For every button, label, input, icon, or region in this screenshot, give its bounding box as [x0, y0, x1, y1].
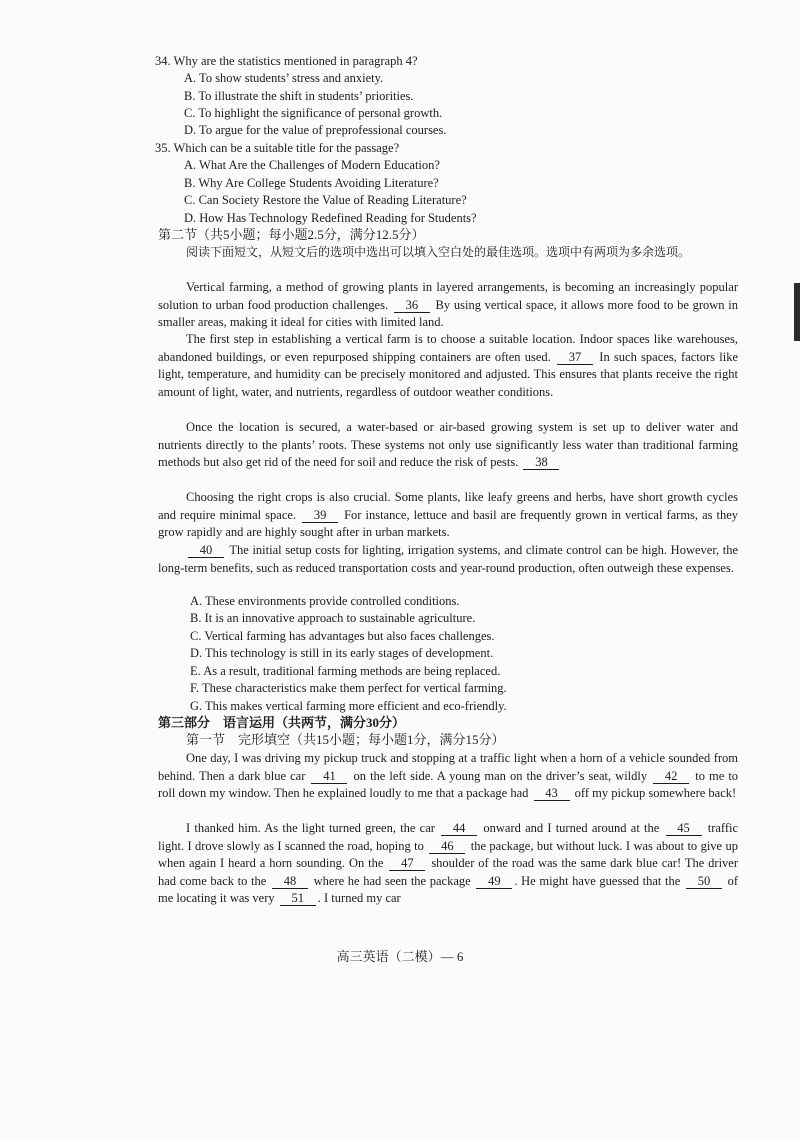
cloze-text-7: traffic light. I drove slowly as I scanned the road, hoping to [158, 821, 739, 853]
question-35-stem: 35. Which can be a suitable title for the passage? [155, 141, 400, 155]
question-35-option-d: D. How Has Technology Redefined Reading for Students? [184, 211, 477, 225]
paragraph-1-text-b: By using vertical space, it allows more food to be grown in smaller areas, making it ideal for cities with limited land. [158, 297, 738, 330]
page-footer: 高三英语（二模）— 6 [336, 949, 464, 964]
part-3-sub-heading: 第一节 完形填空（共15小题；每小题1分，满分15分） [186, 732, 505, 747]
blank-43: 43 [534, 786, 570, 801]
choice-option-b: B. It is an innovative approach to sustainable agriculture. [190, 611, 476, 625]
blank-36: 36 [394, 298, 430, 313]
choice-option-g: G. This makes vertical farming more efficient and eco-friendly. [190, 699, 507, 713]
section-2-heading: 第二节（共5小题；每小题2.5分，满分12.5分） [158, 227, 425, 242]
paragraph-5-text-a: The initial setup costs for lighting, irrigation systems, and climate control can be high. However, the long-term benefits, such as reduced transportation costs and year-round production, often outweigh these expenses. [158, 543, 738, 575]
paragraph-3-text-a: Once the location is secured, a water-based or air-based growing system is set up to deliver water and nutrients directly to the plants’ roots. These systems not only use significantly less water than traditional farming methods but also get rid of the need for soil and reduce the risk of pests. [158, 420, 738, 470]
blank-51: 51 [280, 891, 316, 906]
paragraph-1-text-a: Vertical farming, a method of growing plants in layered arrangements, is becoming an increasingly popular solution to urban food production challenges. [158, 280, 738, 312]
choice-option-a: A. These environments provide controlled conditions. [190, 594, 460, 608]
cloze-text-12: of me locating it was very [158, 873, 739, 906]
blank-46: 46 [429, 839, 465, 854]
section-2-instruction: 阅读下面短文，从短文后的选项中选出可以填入空白处的最佳选项。选项中有两项为多余选项。 [186, 245, 691, 259]
cloze-text-9: shoulder of the road was the same dark blue car! The driver had come back to the [158, 856, 739, 888]
cloze-text-3: to me to roll down my window. Then he explained loudly to me that a package had [158, 768, 739, 801]
question-35-option-c: C. Can Society Restore the Value of Reading Literature? [184, 193, 467, 207]
cloze-text-6: onward and I turned around at the [483, 821, 660, 835]
cloze-text-1: One day, I was driving my pickup truck and stopping at a traffic light when a horn of a vehicle sounded from behind. Then a dark blue car [158, 751, 738, 783]
cloze-text-2: on the left side. A young man on the driver’s seat, wildly [353, 768, 648, 783]
part-3-heading: 第三部分 语言运用（共两节，满分30分） [158, 715, 406, 730]
cloze-text-13: . I turned my car [317, 891, 401, 906]
choice-option-e: E. As a result, traditional farming methods are being replaced. [190, 664, 501, 678]
paragraph-4-text-b: For instance, lettuce and basil are frequently grown in vertical farms, as they grow rapidly and are highly sought after in urban markets. [158, 507, 739, 540]
cloze-paragraph-2 [158, 820, 738, 908]
passage-paragraph-4 [158, 489, 738, 542]
passage-paragraph-5 [158, 542, 738, 577]
blank-42: 42 [653, 769, 689, 784]
blank-37: 37 [557, 350, 593, 365]
blank-40: 40 [188, 543, 224, 558]
paragraph-2-text-b: In such spaces, factors like light, temperature, and humidity can be precisely monitored and adjusted. This ensures that plants receive the right amount of light, water, and nutrients, regardless of outdoor weather conditions. [158, 349, 739, 399]
cloze-text-4: off my pickup somewhere back! [574, 786, 737, 801]
question-34-option-d: D. To argue for the value of preprofessional courses. [184, 123, 447, 137]
question-34-stem: 34. Why are the statistics mentioned in paragraph 4? [155, 54, 418, 68]
cloze-text-11: . He might have guessed that the [514, 873, 681, 888]
blank-49: 49 [476, 874, 512, 889]
question-34-option-b: B. To illustrate the shift in students’ priorities. [184, 89, 414, 103]
blank-38: 38 [523, 455, 559, 470]
choice-option-d: D. This technology is still in its early stages of development. [190, 646, 494, 660]
blank-48: 48 [272, 874, 308, 889]
passage-paragraph-2 [158, 331, 738, 401]
cloze-text-10: where he had seen the package [313, 873, 471, 888]
blank-41: 41 [311, 769, 347, 784]
paragraph-4-text-a: Choosing the right crops is also crucial. Some plants, like leafy greens and herbs, have short growth cycles and require minimal space. [158, 490, 738, 522]
question-34-option-a: A. To show students’ stress and anxiety. [184, 71, 384, 85]
question-35-option-a: A. What Are the Challenges of Modern Education? [184, 158, 440, 172]
cloze-paragraph-1 [158, 750, 738, 803]
scan-edge-mark [794, 283, 800, 341]
question-35-option-b: B. Why Are College Students Avoiding Literature? [184, 176, 439, 190]
paragraph-2-text-a: The first step in establishing a vertical farm is to choose a suitable location. Indoor spaces like warehouses, abandoned buildings, or even repurposed shipping containers are often used. [158, 332, 738, 364]
blank-44: 44 [441, 821, 477, 836]
blank-47: 47 [389, 856, 425, 871]
choice-option-f: F. These characteristics make them perfect for vertical farming. [190, 681, 507, 695]
passage-paragraph-1 [158, 279, 738, 332]
cloze-text-8: the package, but without luck. I was about to give up when again I heard a horn sounding. On the [158, 838, 738, 871]
choice-option-c: C. Vertical farming has advantages but also faces challenges. [190, 629, 495, 643]
blank-50: 50 [686, 874, 722, 889]
question-34-option-c: C. To highlight the significance of personal growth. [184, 106, 443, 120]
cloze-text-5: I thanked him. As the light turned green, the car [186, 821, 435, 835]
blank-39: 39 [302, 508, 338, 523]
passage-paragraph-3 [158, 419, 738, 472]
blank-45: 45 [666, 821, 702, 836]
